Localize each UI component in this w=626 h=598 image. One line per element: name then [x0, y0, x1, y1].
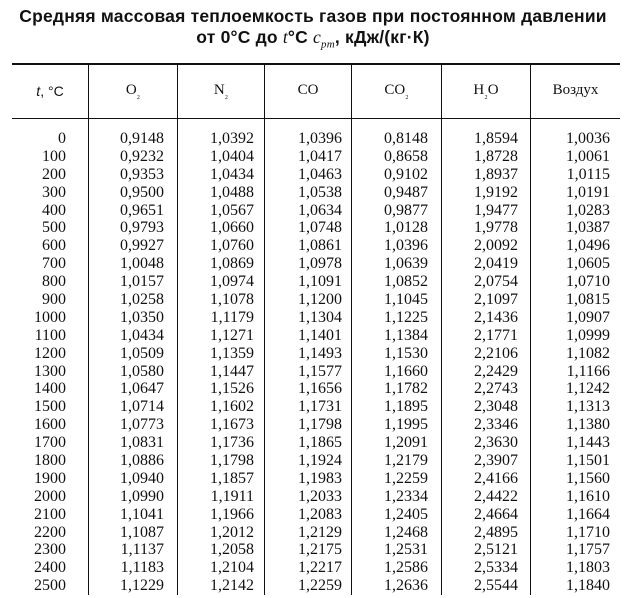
cell-air: 1,1560 — [566, 469, 610, 487]
cell-co2: 1,2405 — [384, 505, 428, 523]
table-row — [0, 506, 626, 524]
table-row — [0, 184, 626, 202]
cell-co2: 0,8658 — [384, 147, 428, 165]
table-row — [0, 398, 626, 416]
cell-o2: 1,0048 — [120, 255, 164, 273]
title-c-symbol: c — [313, 27, 321, 47]
table-body — [0, 130, 626, 595]
cell-n2: 1,1271 — [210, 326, 254, 344]
cell-temperature: 2400 — [34, 559, 66, 577]
cell-o2: 1,0831 — [120, 434, 164, 452]
cell-air: 1,0061 — [566, 147, 610, 165]
cell-co2: 1,2091 — [384, 434, 428, 452]
cell-air: 1,0815 — [566, 291, 610, 309]
header-h2o — [442, 63, 530, 118]
cell-temperature: 1800 — [34, 452, 66, 470]
cell-h2o: 2,5544 — [474, 577, 518, 595]
cell-temperature: 1100 — [34, 326, 66, 344]
cell-n2: 1,0869 — [210, 255, 254, 273]
title-line-1: Средняя массовая теплоемкость газов при постоянном давлении — [19, 6, 607, 26]
cell-co2: 1,1045 — [384, 291, 428, 309]
cell-air: 1,1710 — [566, 523, 610, 541]
cell-o2: 0,9500 — [120, 183, 164, 201]
table-row — [0, 559, 626, 577]
cell-air: 1,0283 — [566, 201, 610, 219]
cell-temperature: 2100 — [34, 505, 66, 523]
cell-co2: 1,2531 — [384, 541, 428, 559]
cell-o2: 1,1087 — [120, 523, 164, 541]
cell-air: 1,1242 — [566, 380, 610, 398]
cell-air: 1,0115 — [566, 165, 610, 183]
cell-co: 1,2217 — [298, 559, 342, 577]
cell-temperature: 1400 — [34, 380, 66, 398]
cell-h2o: 2,4166 — [474, 469, 518, 487]
table-row — [0, 255, 626, 273]
cell-o2: 1,0773 — [120, 416, 164, 434]
cell-co: 1,0978 — [298, 255, 342, 273]
cell-temperature: 2000 — [34, 487, 66, 505]
cell-temperature: 300 — [42, 183, 66, 201]
cell-n2: 1,2058 — [210, 541, 254, 559]
cell-o2: 0,9651 — [120, 201, 164, 219]
cell-n2: 1,1857 — [210, 469, 254, 487]
table-row — [0, 273, 626, 291]
cell-o2: 0,9232 — [120, 147, 164, 165]
cell-h2o: 2,5334 — [474, 559, 518, 577]
header-n2-text: N — [213, 82, 225, 98]
cell-temperature: 1200 — [34, 344, 66, 362]
table-title — [0, 6, 626, 56]
cell-air: 1,1313 — [566, 398, 610, 416]
cell-temperature: 2500 — [34, 577, 66, 595]
cell-air: 1,1443 — [566, 434, 610, 452]
cell-co: 1,2083 — [298, 505, 342, 523]
table-row — [0, 202, 626, 220]
cell-h2o: 2,4664 — [474, 505, 518, 523]
header-o2-sub: ₂ — [136, 89, 141, 100]
cell-h2o: 2,1771 — [474, 326, 518, 344]
cell-temperature: 2200 — [34, 523, 66, 541]
cell-co: 1,0748 — [298, 219, 342, 237]
cell-co: 1,0396 — [298, 130, 342, 147]
cell-n2: 1,0404 — [210, 147, 254, 165]
cell-h2o: 2,2429 — [474, 362, 518, 380]
cell-co2: 1,1895 — [384, 398, 428, 416]
header-t-symbol: t — [36, 82, 41, 99]
table-row — [0, 166, 626, 184]
cell-co: 1,0417 — [298, 147, 342, 165]
cell-h2o: 1,9477 — [474, 201, 518, 219]
header-h2o-h: H — [473, 82, 485, 98]
cell-n2: 1,1798 — [210, 452, 254, 470]
cell-air: 1,1082 — [566, 344, 610, 362]
header-h2o-sub: ₂ — [484, 89, 488, 100]
table-row — [0, 541, 626, 559]
cell-h2o: 1,8937 — [474, 165, 518, 183]
cell-temperature: 1000 — [34, 308, 66, 326]
table-row — [0, 219, 626, 237]
cell-co: 1,1200 — [298, 291, 342, 309]
title-line-2 — [0, 27, 626, 56]
cell-o2: 1,0580 — [120, 362, 164, 380]
cell-h2o: 1,9778 — [474, 219, 518, 237]
cell-air: 1,0999 — [566, 326, 610, 344]
cell-co: 1,2175 — [298, 541, 342, 559]
cell-o2: 1,0258 — [120, 291, 164, 309]
cell-n2: 1,1966 — [210, 505, 254, 523]
cell-co: 1,2129 — [298, 523, 342, 541]
cell-o2: 1,0940 — [120, 469, 164, 487]
header-co2 — [352, 63, 441, 118]
cell-h2o: 2,3907 — [474, 452, 518, 470]
cell-co: 1,1865 — [298, 434, 342, 452]
table-row — [0, 345, 626, 363]
cell-co: 1,2259 — [298, 577, 342, 595]
cell-temperature: 1600 — [34, 416, 66, 434]
cell-co2: 1,2334 — [384, 487, 428, 505]
cell-o2: 1,0990 — [120, 487, 164, 505]
table-row — [0, 416, 626, 434]
header-air — [531, 63, 620, 118]
cell-temperature: 900 — [42, 291, 66, 309]
cell-co2: 1,2179 — [384, 452, 428, 470]
cell-temperature: 1900 — [34, 469, 66, 487]
cell-h2o: 2,2106 — [474, 344, 518, 362]
cell-co: 1,1091 — [298, 273, 342, 291]
cell-co2: 0,8148 — [384, 130, 428, 147]
cell-o2: 1,0350 — [120, 308, 164, 326]
cell-temperature: 200 — [42, 165, 66, 183]
cell-n2: 1,0488 — [210, 183, 254, 201]
cell-air: 1,0605 — [566, 255, 610, 273]
cell-n2: 1,0974 — [210, 273, 254, 291]
cell-n2: 1,1911 — [210, 487, 254, 505]
cell-co2: 0,9487 — [384, 183, 428, 201]
table-row — [0, 309, 626, 327]
cell-n2: 1,0434 — [210, 165, 254, 183]
table-row — [0, 577, 626, 595]
cell-o2: 0,9353 — [120, 165, 164, 183]
cell-o2: 0,9148 — [120, 130, 164, 147]
cell-co2: 1,0128 — [384, 219, 428, 237]
cell-co: 1,1493 — [298, 344, 342, 362]
cell-h2o: 2,2743 — [474, 380, 518, 398]
cell-h2o: 2,1436 — [474, 308, 518, 326]
cell-h2o: 2,3048 — [474, 398, 518, 416]
cell-co: 1,1924 — [298, 452, 342, 470]
cell-air: 1,1757 — [566, 541, 610, 559]
cell-h2o: 2,0754 — [474, 273, 518, 291]
cell-n2: 1,0567 — [210, 201, 254, 219]
cell-temperature: 1300 — [34, 362, 66, 380]
cell-co: 1,0463 — [298, 165, 342, 183]
cell-temperature: 0 — [58, 130, 66, 147]
cell-air: 1,0907 — [566, 308, 610, 326]
table-row — [0, 327, 626, 345]
cell-h2o: 2,1097 — [474, 291, 518, 309]
cell-o2: 0,9927 — [120, 237, 164, 255]
cell-n2: 1,1447 — [210, 362, 254, 380]
cell-co: 1,0634 — [298, 201, 342, 219]
header-o2-text: O — [125, 82, 137, 98]
cell-h2o: 2,0419 — [474, 255, 518, 273]
cell-n2: 1,2104 — [210, 559, 254, 577]
cell-temperature: 400 — [42, 201, 66, 219]
cell-air: 1,0191 — [566, 183, 610, 201]
cell-co: 1,1983 — [298, 469, 342, 487]
header-n2 — [178, 63, 264, 118]
table-row — [0, 470, 626, 488]
cell-temperature: 1500 — [34, 398, 66, 416]
cell-air: 1,1610 — [566, 487, 610, 505]
table-row — [0, 130, 626, 148]
cell-co2: 0,9877 — [384, 201, 428, 219]
cell-n2: 1,1526 — [210, 380, 254, 398]
cell-co2: 1,2586 — [384, 559, 428, 577]
table-row — [0, 434, 626, 452]
cell-n2: 1,1078 — [210, 291, 254, 309]
cell-co2: 1,2259 — [384, 469, 428, 487]
cell-air: 1,1380 — [566, 416, 610, 434]
cell-n2: 1,1602 — [210, 398, 254, 416]
header-bottom-rule — [12, 118, 620, 119]
cell-n2: 1,1359 — [210, 344, 254, 362]
header-o2 — [89, 63, 177, 118]
cell-n2: 1,2012 — [210, 523, 254, 541]
header-n2-sub: ₂ — [224, 89, 229, 100]
table-row — [0, 452, 626, 470]
cell-co: 1,1731 — [298, 398, 342, 416]
header-co — [265, 63, 351, 118]
cell-co: 1,2033 — [298, 487, 342, 505]
cell-o2: 1,1137 — [120, 541, 164, 559]
cell-n2: 1,1179 — [210, 308, 254, 326]
cell-h2o: 2,3630 — [474, 434, 518, 452]
title-t-symbol: t — [282, 27, 288, 47]
cell-n2: 1,2142 — [210, 577, 254, 595]
cell-o2: 1,1229 — [120, 577, 164, 595]
cell-co2: 1,2636 — [384, 577, 428, 595]
header-co-text: CO — [297, 82, 319, 98]
cell-o2: 0,9793 — [120, 219, 164, 237]
cell-n2: 1,1736 — [210, 434, 254, 452]
cell-co: 1,0861 — [298, 237, 342, 255]
cell-co: 1,1304 — [298, 308, 342, 326]
cell-co: 1,1401 — [298, 326, 342, 344]
cell-o2: 1,0714 — [120, 398, 164, 416]
cell-h2o: 1,8728 — [474, 147, 518, 165]
header-temperature — [12, 63, 88, 118]
cell-co2: 1,1782 — [384, 380, 428, 398]
cell-air: 1,1803 — [566, 559, 610, 577]
cell-h2o: 2,3346 — [474, 416, 518, 434]
cell-o2: 1,0509 — [120, 344, 164, 362]
cell-temperature: 800 — [42, 273, 66, 291]
cell-o2: 1,0157 — [120, 273, 164, 291]
cell-co2: 1,1384 — [384, 326, 428, 344]
cell-o2: 1,1183 — [120, 559, 164, 577]
cell-co2: 1,1660 — [384, 362, 428, 380]
table-row — [0, 488, 626, 506]
cell-co: 1,1656 — [298, 380, 342, 398]
cell-h2o: 1,8594 — [474, 130, 518, 147]
cell-temperature: 500 — [42, 219, 66, 237]
table-row — [0, 291, 626, 309]
cell-n2: 1,0392 — [210, 130, 254, 147]
cell-h2o: 2,4895 — [474, 523, 518, 541]
cell-air: 1,1664 — [566, 505, 610, 523]
header-h2o-o: O — [487, 82, 499, 98]
table-row — [0, 380, 626, 398]
title-mid: °С — [287, 27, 314, 47]
cell-o2: 1,0647 — [120, 380, 164, 398]
cell-co2: 0,9102 — [384, 165, 428, 183]
cell-co2: 1,2468 — [384, 523, 428, 541]
cell-co2: 1,0396 — [384, 237, 428, 255]
cell-h2o: 2,4422 — [474, 487, 518, 505]
cell-co: 1,0538 — [298, 183, 342, 201]
title-prefix: от 0°С до — [196, 27, 283, 47]
cell-h2o: 2,0092 — [474, 237, 518, 255]
cell-temperature: 600 — [42, 237, 66, 255]
cell-air: 1,0710 — [566, 273, 610, 291]
cell-temperature: 100 — [42, 147, 66, 165]
cell-co2: 1,1995 — [384, 416, 428, 434]
cell-co: 1,1798 — [298, 416, 342, 434]
cell-h2o: 1,9192 — [474, 183, 518, 201]
cell-co: 1,1577 — [298, 362, 342, 380]
cell-air: 1,1501 — [566, 452, 610, 470]
cell-air: 1,0387 — [566, 219, 610, 237]
cell-n2: 1,0660 — [210, 219, 254, 237]
header-co2-text: CO — [384, 82, 406, 98]
cell-co2: 1,1530 — [384, 344, 428, 362]
table-row — [0, 363, 626, 381]
cell-air: 1,1840 — [566, 577, 610, 595]
table-row — [0, 148, 626, 166]
cell-n2: 1,1673 — [210, 416, 254, 434]
cell-co2: 1,0639 — [384, 255, 428, 273]
header-co2-sub: ₂ — [405, 89, 409, 100]
header-t-unit: , °С — [40, 82, 64, 99]
title-c-subscript: pm — [321, 38, 335, 51]
header-air-text: Воздух — [552, 82, 599, 98]
cell-temperature: 700 — [42, 255, 66, 273]
cell-o2: 1,0886 — [120, 452, 164, 470]
table-row — [0, 524, 626, 542]
cell-h2o: 2,5121 — [474, 541, 518, 559]
cell-co2: 1,0852 — [384, 273, 428, 291]
table-row — [0, 237, 626, 255]
title-suffix: , кДж/(кг·К) — [334, 27, 430, 47]
cell-air: 1,0036 — [566, 130, 610, 147]
cell-temperature: 2300 — [34, 541, 66, 559]
cell-co2: 1,1225 — [384, 308, 428, 326]
cell-n2: 1,0760 — [210, 237, 254, 255]
cell-air: 1,0496 — [566, 237, 610, 255]
cell-air: 1,1166 — [566, 362, 610, 380]
cell-o2: 1,1041 — [120, 505, 164, 523]
cell-temperature: 1700 — [34, 434, 66, 452]
cell-o2: 1,0434 — [120, 326, 164, 344]
